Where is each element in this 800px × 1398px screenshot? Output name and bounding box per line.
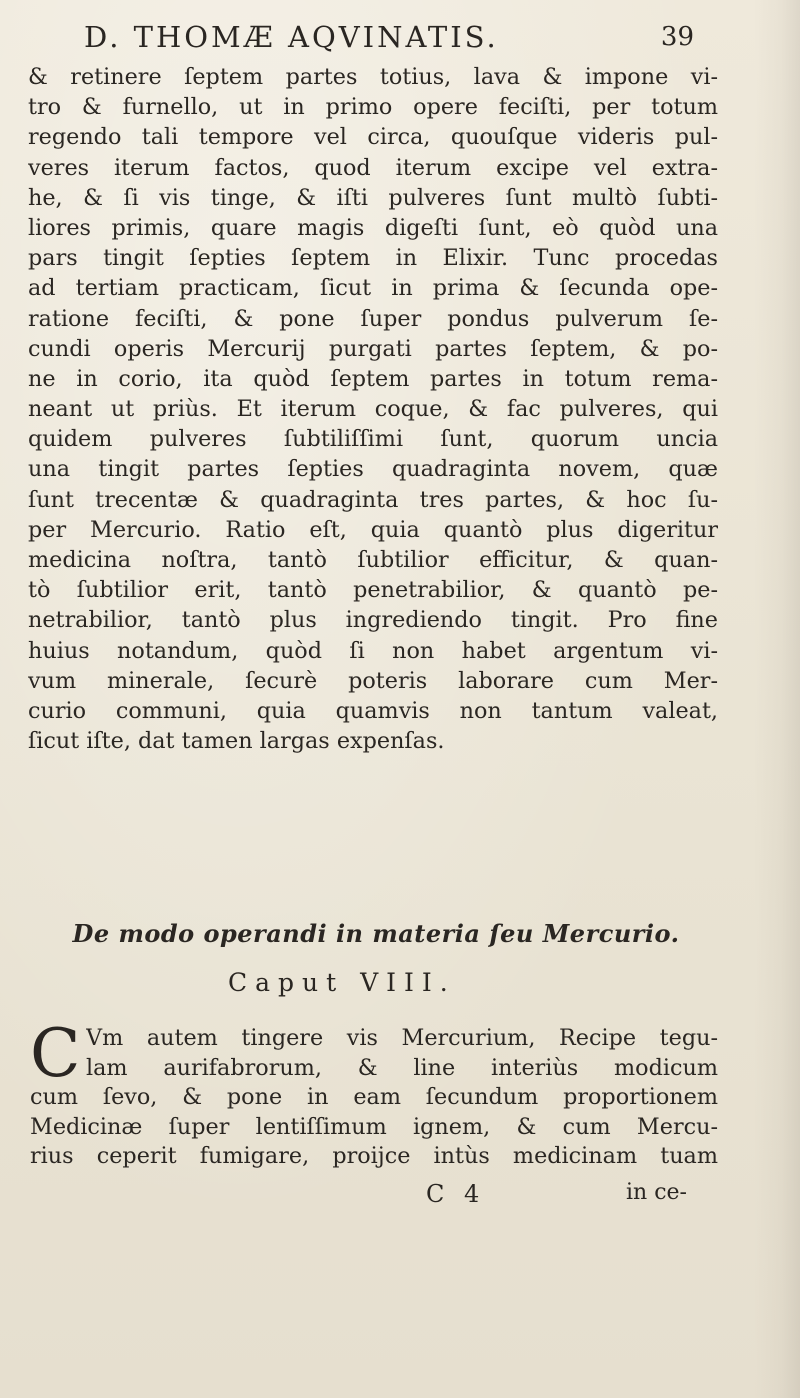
text-line: tro & furnello, ut in primo opere feciſti, per totum [28, 94, 718, 121]
text-line: & retinere ſeptem partes totius, lava & impone vi- [28, 64, 718, 90]
text-line: huius notandum, quòd ſi non habet argentum vi- [28, 637, 718, 664]
text-line: quidem pulveres ſubtiliſſimi ſunt, quorum uncia [28, 426, 718, 453]
text-line: tò ſubtilior erit, tantò penetrabilior, & quantò pe- [28, 577, 718, 604]
text-line: liores primis, quare magis digeſti ſunt, eò quòd una [28, 214, 718, 241]
text-line: ne in corio, ita quòd ſeptem partes in totum rema- [28, 365, 718, 392]
text-line: una tingit partes ſepties quadraginta novem, quæ [28, 456, 718, 483]
text-line: per Mercurio. Ratio eſt, quia quantò plus digeritur [28, 516, 718, 543]
text-line: ad tertiam practicam, ſicut in prima & ſecunda ope- [28, 275, 718, 302]
text-line: regendo tali tempore vel circa, quouſque videris pul- [28, 124, 718, 151]
chapter-line: lam aurifabrorum, & line interiùs modicum [86, 1054, 718, 1081]
text-line: cundi operis Mercurij purgati partes ſeptem, & po- [28, 335, 718, 362]
text-line: ratione feciſti, & pone ſuper pondus pulverum ſe- [28, 305, 718, 332]
text-line: netrabilior, tantò plus ingrediendo tingit. Pro fine [28, 607, 718, 634]
chapter-line: Medicinæ ſuper lentiſſimum ignem, & cum Mercu- [30, 1113, 718, 1140]
body-text [28, 62, 718, 756]
page-gutter-shadow [754, 0, 800, 1398]
page-number: 39 [660, 22, 694, 52]
running-head [84, 20, 694, 60]
text-line: he, & ſi vis tinge, & iſti pulveres ſunt multò ſubti- [28, 184, 718, 211]
text-line: curio communi, quia quamvis non tantum valeat, [28, 697, 718, 724]
chapter-line: Vm autem tingere vis Mercurium, Recipe tegu- [86, 1025, 718, 1051]
text-line: neant ut priùs. Et iterum coque, & fac pulveres, qui [28, 396, 718, 423]
text-line: vum minerale, ſecurè poteris laborare cum Mer- [28, 667, 718, 694]
text-line: ſicut iſte, dat tamen largas expenſas. [28, 728, 445, 755]
chapter-body [30, 1015, 718, 1172]
chapter-heading: Caput VIII. [228, 968, 456, 997]
text-line: veres iterum factos, quod iterum excipe vel extra- [28, 154, 718, 181]
signature-mark: C 4 [426, 1180, 486, 1208]
section-heading: De modo operandi in materia ſeu Mercurio. [72, 919, 680, 948]
text-line: pars tingit ſepties ſeptem in Elixir. Tunc procedas [28, 245, 718, 272]
text-line: medicina noſtra, tantò ſubtilior efficitur, & quan- [28, 547, 718, 573]
chapter-line: cum ſevo, & pone in eam ſecundum proportionem [30, 1084, 718, 1110]
catchword: in ce- [626, 1180, 687, 1205]
chapter-line: rius ceperit fumigare, proijce intùs medicinam tuam [30, 1143, 718, 1169]
running-title: D. THOMÆ AQVINATIS. [84, 20, 499, 54]
text-line: ſunt trecentæ & quadraginta tres partes, & hoc ſu- [28, 486, 718, 513]
drop-capital: C [30, 1015, 81, 1092]
